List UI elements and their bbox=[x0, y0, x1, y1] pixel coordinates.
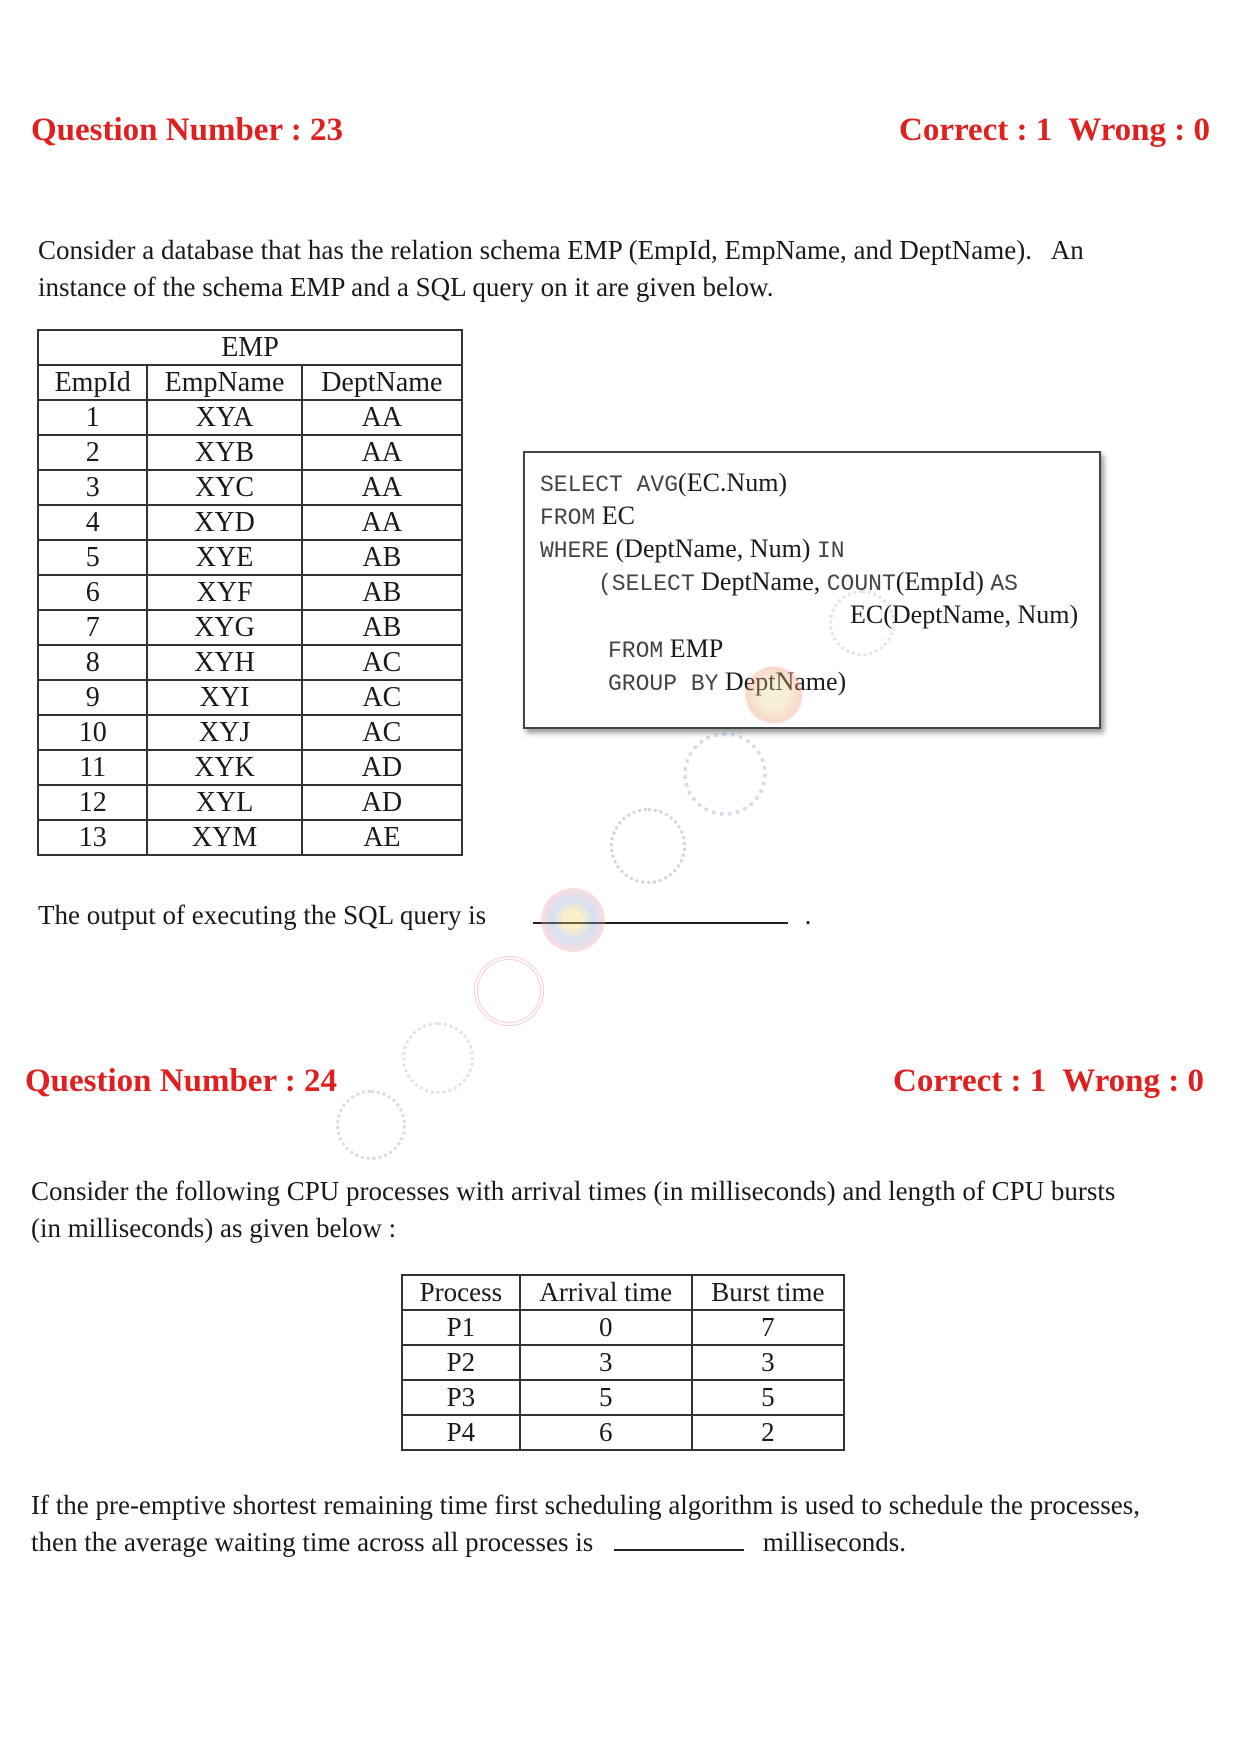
table-cell: 3 bbox=[692, 1345, 844, 1380]
table-caption: EMP bbox=[38, 330, 462, 365]
column-header: Burst time bbox=[692, 1275, 844, 1310]
question-24-header bbox=[0, 1063, 1240, 1103]
table-cell: 0 bbox=[520, 1310, 692, 1345]
table-row bbox=[402, 1415, 844, 1450]
table-cell: 3 bbox=[38, 470, 147, 505]
wrong-label: Wrong : 0 bbox=[1068, 112, 1210, 148]
table-cell: XYG bbox=[147, 610, 301, 645]
table-cell: P4 bbox=[402, 1415, 520, 1450]
intro-line: (in milliseconds) as given below : bbox=[31, 1213, 397, 1243]
score-summary bbox=[893, 1063, 1204, 1100]
table-cell: XYB bbox=[147, 435, 301, 470]
column-header: Process bbox=[402, 1275, 520, 1310]
table-cell: XYD bbox=[147, 505, 301, 540]
watermark-seal-icon bbox=[474, 956, 544, 1026]
table-cell: AB bbox=[302, 575, 462, 610]
process-table bbox=[401, 1274, 845, 1451]
table-cell: 7 bbox=[38, 610, 147, 645]
intro-line: Consider the following CPU processes with arrival times (in milliseconds) and length of CPU bursts bbox=[31, 1176, 1116, 1206]
intro-line: Consider a database that has the relation schema EMP (EmpId, EmpName, and DeptName). An bbox=[38, 235, 1084, 265]
table-cell: 2 bbox=[692, 1415, 844, 1450]
answer-blank bbox=[614, 1549, 744, 1551]
table-cell: XYM bbox=[147, 820, 301, 855]
sql-query-box bbox=[523, 451, 1101, 729]
table-cell: XYA bbox=[147, 400, 301, 435]
table-cell: 6 bbox=[38, 575, 147, 610]
table-cell: 6 bbox=[520, 1415, 692, 1450]
table-cell: AC bbox=[302, 645, 462, 680]
table-cell: AD bbox=[302, 750, 462, 785]
table-row bbox=[402, 1345, 844, 1380]
table-cell: AD bbox=[302, 785, 462, 820]
table-cell: 10 bbox=[38, 715, 147, 750]
sql-line: FROM EC bbox=[540, 501, 635, 531]
question-text: then the average waiting time across all processes is bbox=[31, 1527, 594, 1557]
column-header: DeptName bbox=[302, 365, 462, 400]
score-summary bbox=[899, 112, 1210, 149]
question-number: Question Number : 23 bbox=[31, 112, 343, 148]
table-cell: P2 bbox=[402, 1345, 520, 1380]
intro-line: instance of the schema EMP and a SQL query on it are given below. bbox=[38, 272, 774, 302]
sql-line: WHERE (DeptName, Num) IN bbox=[540, 534, 845, 564]
emp-table bbox=[37, 329, 463, 856]
table-cell: XYE bbox=[147, 540, 301, 575]
table-cell: XYI bbox=[147, 680, 301, 715]
question-end: . bbox=[804, 900, 812, 930]
table-cell: 3 bbox=[520, 1345, 692, 1380]
table-cell: 12 bbox=[38, 785, 147, 820]
table-cell: AB bbox=[302, 540, 462, 575]
table-cell: 11 bbox=[38, 750, 147, 785]
table-row bbox=[38, 470, 462, 505]
table-cell: XYC bbox=[147, 470, 301, 505]
table-cell: P1 bbox=[402, 1310, 520, 1345]
table-cell: 2 bbox=[38, 435, 147, 470]
table-cell: 5 bbox=[38, 540, 147, 575]
answer-blank bbox=[533, 922, 788, 924]
table-cell: AA bbox=[302, 400, 462, 435]
table-cell: 5 bbox=[520, 1380, 692, 1415]
table-cell: 7 bbox=[692, 1310, 844, 1345]
table-cell: AA bbox=[302, 505, 462, 540]
question-23-prompt bbox=[38, 897, 811, 934]
question-text: The output of executing the SQL query is bbox=[38, 900, 487, 930]
sql-line: GROUP BY DeptName) bbox=[608, 667, 847, 697]
column-header: EmpName bbox=[147, 365, 301, 400]
table-cell: XYJ bbox=[147, 715, 301, 750]
table-cell: 5 bbox=[692, 1380, 844, 1415]
table-row bbox=[38, 400, 462, 435]
question-24-prompt bbox=[31, 1487, 1231, 1561]
table-cell: XYL bbox=[147, 785, 301, 820]
table-row bbox=[38, 540, 462, 575]
table-row bbox=[38, 435, 462, 470]
table-row bbox=[38, 575, 462, 610]
correct-label: Correct : 1 bbox=[892, 1063, 1047, 1099]
correct-label: Correct : 1 bbox=[898, 112, 1053, 148]
table-cell: AC bbox=[302, 715, 462, 750]
question-text-line2 bbox=[31, 1524, 1231, 1561]
wrong-label: Wrong : 0 bbox=[1062, 1063, 1204, 1099]
question-text: If the pre-emptive shortest remaining time first scheduling algorithm is used to schedule the processes, bbox=[31, 1490, 1140, 1520]
question-23-header bbox=[0, 112, 1240, 152]
table-cell: XYK bbox=[147, 750, 301, 785]
column-header: EmpId bbox=[38, 365, 147, 400]
watermark-seal-icon bbox=[683, 732, 767, 816]
table-header-row bbox=[402, 1275, 844, 1310]
table-cell: 8 bbox=[38, 645, 147, 680]
table-cell: 13 bbox=[38, 820, 147, 855]
table-row bbox=[38, 680, 462, 715]
table-cell: AB bbox=[302, 610, 462, 645]
table-cell: XYF bbox=[147, 575, 301, 610]
table-cell: AC bbox=[302, 680, 462, 715]
table-row bbox=[402, 1380, 844, 1415]
table-cell: 9 bbox=[38, 680, 147, 715]
table-cell: AA bbox=[302, 470, 462, 505]
question-unit: milliseconds. bbox=[762, 1527, 907, 1557]
table-row bbox=[38, 610, 462, 645]
sql-line: SELECT AVG(EC.Num) bbox=[540, 468, 788, 498]
watermark-seal-icon bbox=[610, 808, 686, 884]
sql-line: EC(DeptName, Num) bbox=[850, 600, 1079, 629]
table-cell: AE bbox=[302, 820, 462, 855]
table-cell: XYH bbox=[147, 645, 301, 680]
table-header-row bbox=[38, 365, 462, 400]
table-row bbox=[402, 1310, 844, 1345]
table-cell: AA bbox=[302, 435, 462, 470]
table-cell: 1 bbox=[38, 400, 147, 435]
sql-line: FROM EMP bbox=[608, 634, 724, 664]
table-cell: P3 bbox=[402, 1380, 520, 1415]
table-row bbox=[38, 715, 462, 750]
question-23-intro bbox=[38, 232, 1218, 306]
table-row bbox=[38, 505, 462, 540]
table-row bbox=[38, 785, 462, 820]
table-cell: 4 bbox=[38, 505, 147, 540]
table-row bbox=[38, 820, 462, 855]
sql-line: (SELECT DeptName, COUNT(EmpId) AS bbox=[598, 567, 1018, 597]
table-row bbox=[38, 750, 462, 785]
table-row bbox=[38, 645, 462, 680]
question-number: Question Number : 24 bbox=[25, 1063, 337, 1099]
column-header: Arrival time bbox=[520, 1275, 692, 1310]
question-24-intro bbox=[31, 1173, 1226, 1247]
